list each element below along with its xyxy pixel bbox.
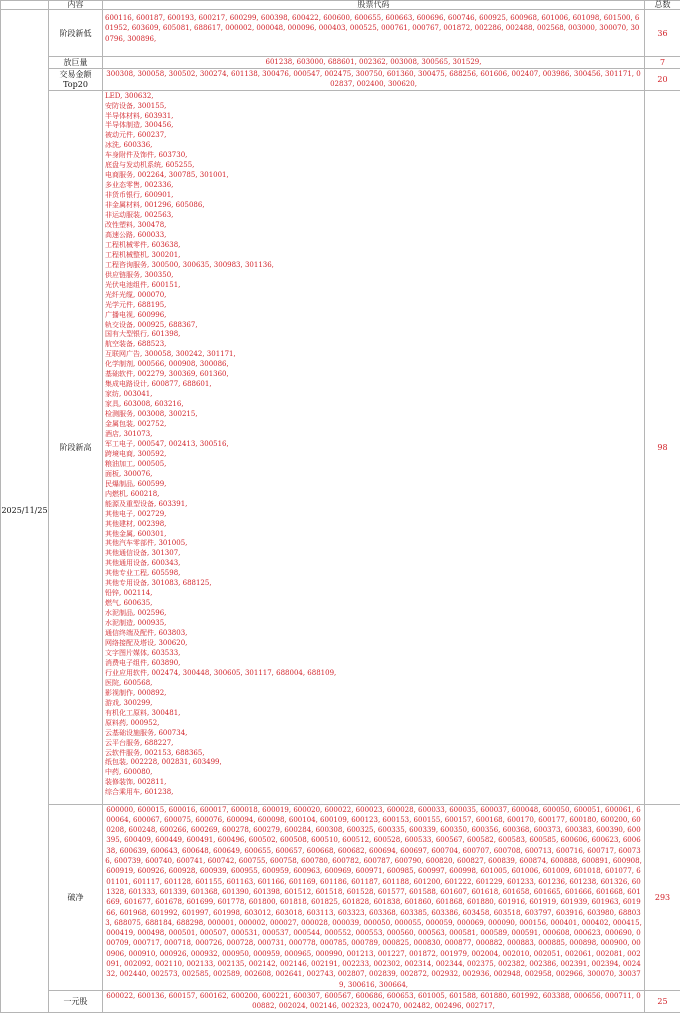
sector-line: 综合乘用车, 601238, [105, 788, 642, 798]
category-volume: 放巨量 [49, 57, 103, 69]
sector-line: 影视制作, 000892, [105, 689, 642, 699]
codes-top20: 300308, 300058, 300502, 300274, 601138, 300476, 000547, 002475, 300750, 601360, 300475, 688256, 601606, 002407, 003986, 300456, 301171, 002837, 002400, 300620, [103, 69, 645, 91]
sector-line: 互联网广告, 300058, 300242, 301171, [105, 350, 642, 360]
sector-line: 原料药, 000952, [105, 719, 642, 729]
header-total: 总数 [645, 1, 680, 10]
codes-break-net: 600000, 600015, 600016, 600017, 600018, 600019, 600020, 600022, 600023, 600028, 600033, 600035, 600037, 600048, 600050, 600051, 600061, 600064, 600067, 600075, 600076, 600094, 600098, 600104, 600109, 600123, 600153, 600155, 600157, 600168, 600170, 600177, 600180, 600200, 600208, 600248, 600266, 600269, 600278, 600279, 600284, 600308, 600325, 600335, 600339, 600350, 600356, 600368, 600373, 600383, 600390, 600395, 600409, 600449, 600491, 600496, 600502, 600508, 600510, 600512, 600528, 600533, 600567, 600582, 600583, 600585, 600606, 600623, 600638, 600639, 600643, 600648, 600649, 600655, 600657, 600668, 600682, 600694, 600697, 600704, 600707, 600708, 600713, 600716, 600717, 600736, 600739, 600740, 600741, 600742, 600755, 600758, 600780, 600782, 600787, 600790, 600820, 600827, 600839, 600874, 600888, 600891, 600908, 600919, 600926, 600928, 600939, 600955, 600959, 600963, 600969, 600971, 600985, 600997, 600998, 601005, 601006, 601009, 601018, 601077, 601101, 601117, 601128, 601155, 601163, 601166, 601169, 601186, 601187, 601188, 601200, 601222, 601229, 601233, 601236, 601238, 601326, 601328, 601333, 601339, 601368, 601390, 601398, 601512, 601518, 601528, 601577, 601588, 601607, 601618, 601658, 601665, 601666, 601668, 601669, 601677, 601678, 601699, 601778, 601800, 601818, 601825, 601828, 601838, 601860, 601868, 601880, 601916, 601919, 601939, 601963, 601966, 601968, 601992, 601997, 601998, 603012, 603018, 603113, 603323, 603368, 603385, 603386, 603458, 603518, 603797, 603916, 603980, 688033, 688075, 688184, 688298, 000001, 000002, 000027, 000028, 000039, 000050, 000055, 000059, 000069, 000090, 000156, 000401, 000402, 000415, 000419, 000498, 000501, 000507, 000531, 000537, 000544, 000552, 000553, 000560, 000563, 000581, 000589, 000591, 000608, 000623, 000690, 000709, 000717, 000718, 000726, 000728, 000731, 000778, 000785, 000789, 000825, 000830, 000877, 000882, 000883, 000885, 000898, 000900, 000906, 000910, 000926, 000932, 000950, 000959, 000965, 000990, 001213, 001227, 001872, 001979, 002004, 002010, 002051, 002061, 002081, 002091, 002092, 002110, 002133, 002135, 002142, 002146, 002191, 002233, 002302, 002314, 002344, 002375, 002382, 002386, 002391, 002394, 002432, 002440, 002573, 002585, 002589, 002608, 002641, 002743, 002807, 002839, 002872, 002932, 002936, 002948, 002958, 002966, 300070, 300379, 300616, 300664, [103, 804, 645, 990]
total-volume: 7 [645, 57, 680, 69]
sector-line: 有机化工原料, 300481, [105, 709, 642, 719]
total-new-low: 36 [645, 10, 680, 57]
sector-line: 基础软件, 002279, 300369, 601360, [105, 370, 642, 380]
sector-line: 轨交设备, 000925, 688367, [105, 321, 642, 331]
total-top20: 20 [645, 69, 680, 91]
sector-line: 云软件服务, 002153, 688365, [105, 749, 642, 759]
sector-line: 家具, 603008, 603216, [105, 400, 642, 410]
codes-new-high [103, 90, 645, 804]
sector-line: 行业应用软件, 002474, 300448, 300605, 301117, 688004, 688109, [105, 669, 642, 679]
category-top20: 交易金额Top20 [49, 69, 103, 91]
header-blank [1, 1, 49, 10]
sector-line: 光学元件, 688195, [105, 301, 642, 311]
sector-line: 冰洗, 600336, [105, 141, 642, 151]
category-new-high: 阶段新高 [49, 90, 103, 804]
sector-line: 供应链服务, 300350, [105, 271, 642, 281]
sector-line: 其他专用设备, 301083, 688125, [105, 579, 642, 589]
sector-line: 能源及重型设备, 603391, [105, 500, 642, 510]
sector-line: 装修装饰, 002811, [105, 778, 642, 788]
sector-line: 文字图片媒体, 603533, [105, 649, 642, 659]
sector-line: 跨境电商, 300592, [105, 450, 642, 460]
sector-line: 面板, 300076, [105, 470, 642, 480]
sector-line: 金属包装, 002752, [105, 420, 642, 430]
sector-line: 化学制剂, 000566, 000908, 300086, [105, 360, 642, 370]
sector-line: 其他通信设备, 301307, [105, 549, 642, 559]
row-one-yuan [1, 990, 680, 1012]
sector-line: 安防设备, 300155, [105, 102, 642, 112]
sector-line: 非金属材料, 001296, 605086, [105, 201, 642, 211]
sector-line: 家纺, 003041, [105, 390, 642, 400]
sector-line: 水泥制品, 002596, [105, 609, 642, 619]
row-break-net [1, 804, 680, 990]
sector-line: 工程咨询服务, 300500, 300635, 300983, 301136, [105, 261, 642, 271]
sector-line: 其他金属, 600301, [105, 530, 642, 540]
sector-line: 中药, 600080, [105, 768, 642, 778]
sector-line: 消费电子组件, 603890, [105, 659, 642, 669]
sector-line: 其他专业工程, 605598, [105, 569, 642, 579]
sector-line: 工程机械零件, 603638, [105, 241, 642, 251]
sector-line: 铅锌, 002114, [105, 589, 642, 599]
row-new-high [1, 90, 680, 804]
sector-line: 国有大型银行, 601398, [105, 330, 642, 340]
sector-line: 燃气, 600635, [105, 599, 642, 609]
category-break-net: 破净 [49, 804, 103, 990]
header-content: 内容 [49, 1, 103, 10]
sector-line: 车身附件及饰件, 603730, [105, 151, 642, 161]
date-cell: 2025/11/25 [1, 10, 49, 1013]
codes-volume: 601238, 603000, 688601, 002362, 003008, 300565, 301529, [103, 57, 645, 69]
sector-line: 光纤光缆, 000070, [105, 291, 642, 301]
sector-line: 云基础设施服务, 600734, [105, 729, 642, 739]
sector-line: 半导体材料, 603931, [105, 112, 642, 122]
sector-line: 粮油加工, 000505, [105, 460, 642, 470]
sector-line: 军工电子, 000547, 002413, 300516, [105, 440, 642, 450]
sector-line: 水泥制造, 000935, [105, 619, 642, 629]
category-new-low: 阶段新低 [49, 10, 103, 57]
sector-line: 集成电路设计, 600877, 688601, [105, 380, 642, 390]
sector-line: 医院, 600568, [105, 679, 642, 689]
sector-line: 酒店, 301073, [105, 430, 642, 440]
header-codes: 股票代码 [103, 1, 645, 10]
sector-line: LED, 300632, [105, 92, 642, 102]
total-one-yuan: 25 [645, 990, 680, 1012]
sector-line: 内燃机, 600218, [105, 490, 642, 500]
row-new-low [1, 10, 680, 57]
sector-line: 网络接配及塔设, 300620, [105, 639, 642, 649]
sector-line: 航空装备, 688523, [105, 340, 642, 350]
sector-line: 其他汽车零部件, 301005, [105, 539, 642, 549]
sector-line: 纸包装, 002228, 002831, 603499, [105, 758, 642, 768]
sector-line: 光伏电池组件, 600151, [105, 281, 642, 291]
category-one-yuan: 一元股 [49, 990, 103, 1012]
sector-line: 非货币银行, 600901, [105, 191, 642, 201]
sector-line: 民爆制品, 600599, [105, 480, 642, 490]
sector-line: 云平台服务, 688227, [105, 739, 642, 749]
row-volume [1, 57, 680, 69]
sector-line: 多业态零售, 002336, [105, 181, 642, 191]
sector-line: 其他通用设备, 600343, [105, 559, 642, 569]
sector-line: 被动元件, 600237, [105, 131, 642, 141]
sector-line: 半导体制造, 300456, [105, 121, 642, 131]
sector-line: 底盘与发动机系统, 605255, [105, 161, 642, 171]
sector-list [105, 92, 642, 799]
sector-line: 检测服务, 003008, 300215, [105, 410, 642, 420]
header-row [1, 1, 680, 10]
total-break-net: 293 [645, 804, 680, 990]
sector-line: 非运动服装, 002563, [105, 211, 642, 221]
sector-line: 广播电视, 600996, [105, 311, 642, 321]
sector-line: 改性塑料, 300478, [105, 221, 642, 231]
sector-line: 其他电子, 002729, [105, 510, 642, 520]
codes-one-yuan: 600022, 600136, 600157, 600162, 600200, 600221, 600307, 600567, 600686, 600653, 601005, 601588, 601880, 601992, 603388, 000656, 000711, 000882, 002024, 002146, 002323, 002470, 002482, 002496, 002717, [103, 990, 645, 1012]
codes-new-low: 600116, 600187, 600193, 600217, 600299, 600398, 600422, 600600, 600655, 600663, 600696, 600746, 600925, 600968, 601006, 601098, 601500, 601952, 603609, 605081, 688617, 000002, 000048, 000096, 000403, 000525, 000761, 000767, 001872, 002286, 002488, 002568, 003000, 300070, 300796, 300896, [103, 10, 645, 57]
total-new-high: 98 [645, 90, 680, 804]
sector-line: 通信终端及配件, 603803, [105, 629, 642, 639]
sector-line: 其他建材, 002398, [105, 520, 642, 530]
sector-line: 游戏, 300299, [105, 699, 642, 709]
sector-line: 高速公路, 600033, [105, 231, 642, 241]
sector-line: 电商服务, 002264, 300785, 301001, [105, 171, 642, 181]
row-top20 [1, 69, 680, 91]
sector-line: 工程机械整机, 300201, [105, 251, 642, 261]
